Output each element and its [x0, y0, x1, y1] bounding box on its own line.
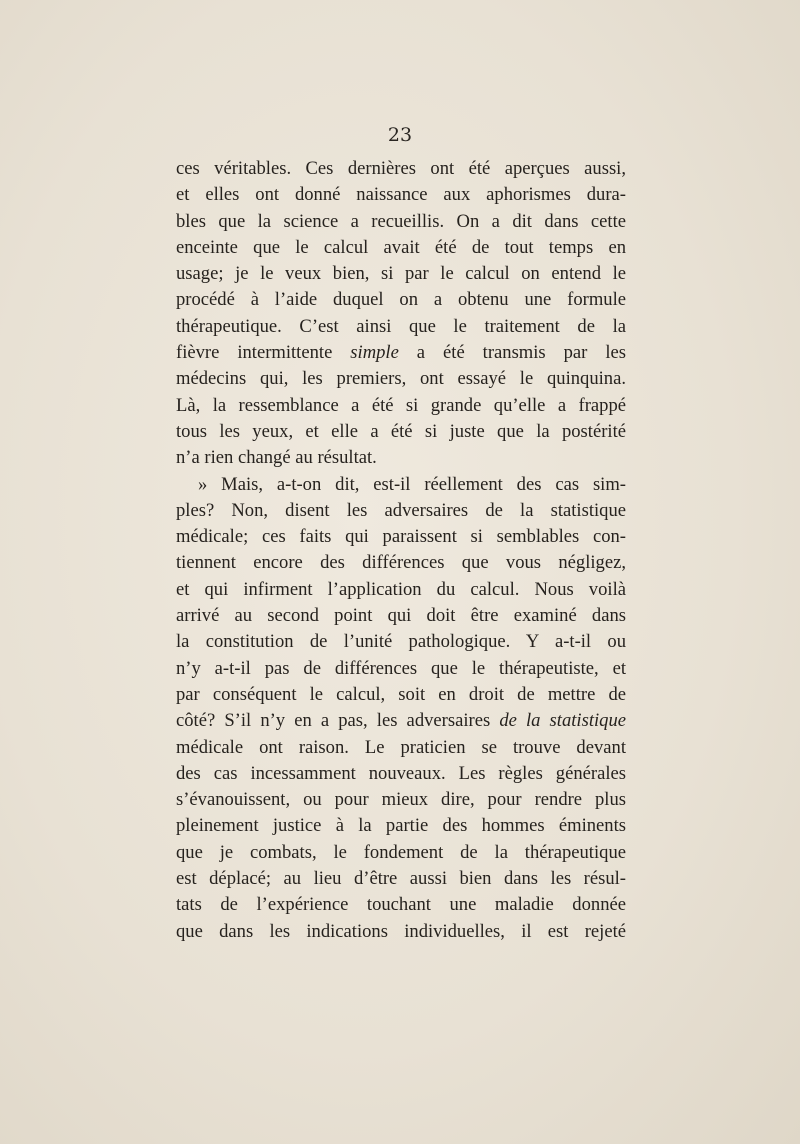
text-line: médicale ont raison. Le praticien se trouve devant — [176, 736, 626, 758]
text-line: ples? Non, disent les adversaires de la statistique — [176, 499, 626, 521]
text-segment: fièvre intermittente — [176, 342, 351, 364]
text-line: » Mais, a-t-on dit, est-il réellement des cas sim- — [198, 473, 626, 495]
text-line: pleinement justice à la partie des hommes éminents — [176, 815, 626, 837]
text-line: la constitution de l’unité pathologique. Y a-t-il ou — [176, 631, 626, 653]
text-line — [176, 340, 626, 366]
text-line: Là, la ressemblance a été si grande qu’elle a frappé — [176, 394, 626, 416]
italic-segment: de la statistique — [499, 710, 626, 732]
text-line: usage; je le veux bien, si par le calcul on entend le — [176, 263, 626, 285]
text-line: médicale; ces faits qui paraissent si semblables con- — [176, 526, 626, 548]
text-segment: a été transmis par les — [398, 342, 626, 364]
text-line: ces véritables. Ces dernières ont été aperçues aussi, — [176, 158, 626, 179]
text-line: arrivé au second point qui doit être examiné dans — [176, 605, 626, 627]
text-line: thérapeutique. C’est ainsi que le traitement de la — [176, 315, 626, 337]
italic-segment: simple — [350, 342, 399, 364]
text-line: est déplacé; au lieu d’être aussi bien dans les résul- — [176, 868, 626, 890]
page-number: 23 — [387, 124, 413, 146]
body-text — [176, 156, 626, 945]
text-line — [176, 708, 626, 734]
text-line: par conséquent le calcul, soit en droit de mettre de — [176, 683, 626, 705]
text-line: bles que la science a recueillis. On a dit dans cette — [176, 210, 626, 232]
text-line: tats de l’expérience touchant une maladie donnée — [176, 894, 626, 916]
text-line: médecins qui, les premiers, ont essayé le quinquina. — [176, 368, 626, 390]
text-line: n’a rien changé au résultat. — [176, 447, 377, 469]
text-line: que dans les indications individuelles, il est rejeté — [176, 920, 626, 942]
text-line: et qui infirment l’application du calcul. Nous voilà — [176, 578, 626, 600]
text-line: tous les yeux, et elle a été si juste que la postérité — [176, 420, 626, 442]
text-line: tiennent encore des différences que vous négligez, — [176, 552, 626, 574]
text-line: procédé à l’aide duquel on a obtenu une formule — [176, 289, 626, 311]
text-line: s’évanouissent, ou pour mieux dire, pour rendre plus — [176, 789, 626, 811]
text-line: que je combats, le fondement de la thérapeutique — [176, 841, 626, 863]
text-line: n’y a-t-il pas de différences que le thérapeutiste, et — [176, 657, 626, 679]
text-line: et elles ont donné naissance aux aphorismes dura- — [176, 184, 626, 206]
text-line: enceinte que le calcul avait été de tout temps en — [176, 236, 626, 258]
text-line: des cas incessamment nouveaux. Les règles générales — [176, 762, 626, 784]
text-segment: côté? S’il n’y en a pas, les adversaires — [176, 710, 500, 732]
